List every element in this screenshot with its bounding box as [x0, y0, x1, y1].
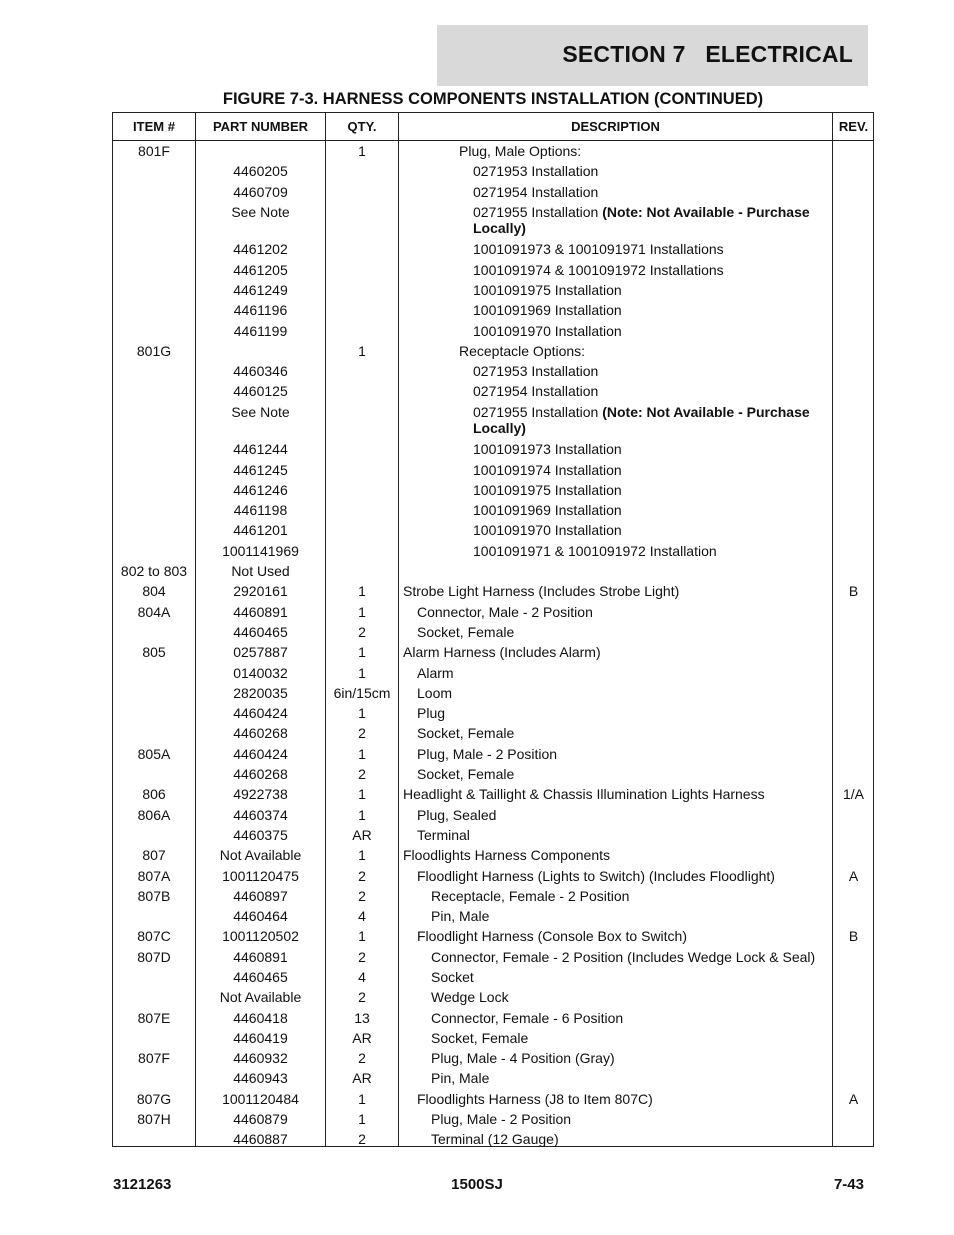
description [399, 868, 831, 884]
table-row [113, 723, 873, 743]
part-number: 4460464 [233, 908, 288, 925]
part-number: 4460943 [233, 1070, 288, 1087]
item-number: 807C [137, 928, 171, 945]
description-text: Alarm Harness (Includes Alarm) [403, 644, 601, 661]
quantity: 1 [358, 664, 366, 681]
header-rev: REV. [838, 119, 869, 134]
quantity: 6in/15cm [333, 684, 391, 701]
table-row [113, 703, 873, 723]
description [399, 184, 831, 200]
part-number: 4460418 [233, 1009, 288, 1026]
part-number: 4460375 [233, 826, 288, 843]
description-text: 0271954 Installation [473, 383, 599, 400]
description [399, 807, 831, 823]
description [399, 1091, 831, 1107]
table-row [113, 602, 873, 622]
quantity: 1 [358, 603, 366, 620]
part-number: 4460932 [233, 1050, 288, 1067]
quantity: 2 [358, 725, 366, 742]
quantity: 1 [358, 786, 366, 803]
part-number: 4461196 [233, 302, 288, 319]
description-text: Terminal (12 Gauge) [431, 1131, 559, 1148]
part-number: 4460465 [233, 968, 288, 985]
footer-document-number: 3121263 [113, 1176, 172, 1193]
part-number: 4460205 [233, 163, 288, 180]
description-text: Floodlight Harness (Lights to Switch) (Includes Floodlight) [417, 867, 775, 884]
description-text: Pin, Male [431, 908, 490, 925]
item-number: 802 to 803 [120, 563, 188, 580]
item-number: 807F [138, 1050, 170, 1067]
part-number: 1001120502 [222, 928, 299, 945]
table-row [113, 541, 873, 561]
table-row [113, 1028, 873, 1048]
item-number: 807D [137, 948, 171, 965]
table-row [113, 926, 873, 946]
description [399, 441, 831, 457]
item-number: 804 [142, 583, 166, 600]
description [399, 1111, 831, 1127]
description-text: Headlight & Taillight & Chassis Illumination Lights Harness [403, 786, 765, 803]
description-text: 1001091969 Installation [473, 302, 622, 319]
description-text: 1001091975 Installation [473, 481, 622, 498]
quantity: 4 [358, 908, 366, 925]
description-text: Pin, Male [431, 1070, 490, 1087]
table-row [113, 239, 873, 259]
description-text: 0271954 Installation [473, 183, 599, 200]
description [399, 786, 831, 802]
description [399, 989, 831, 1005]
part-number: 4460891 [233, 603, 288, 620]
part-number: 4460465 [233, 623, 288, 640]
description [399, 282, 831, 298]
table-row [113, 321, 873, 341]
part-number: Not Available [219, 847, 302, 864]
description-text: Wedge Lock [431, 989, 509, 1006]
part-number: 1001120475 [222, 867, 299, 884]
quantity: 1 [358, 1090, 366, 1107]
table-row [113, 1109, 873, 1129]
description [399, 543, 831, 559]
part-number: 4461244 [233, 441, 288, 458]
table-row [113, 866, 873, 886]
description-text: 1001091973 Installation [473, 441, 622, 458]
part-number: 4461201 [233, 522, 288, 539]
quantity: 13 [354, 1009, 370, 1026]
description-text: Strobe Light Harness (Includes Strobe Light) [403, 583, 680, 600]
section-banner [437, 25, 868, 86]
description [399, 847, 831, 863]
description-text: 0271955 Installation [473, 203, 603, 220]
quantity: 1 [358, 143, 366, 159]
table-row [113, 663, 873, 683]
description [399, 888, 831, 904]
item-number: 807G [136, 1090, 172, 1107]
item-number: 807 [142, 847, 166, 864]
table-row [113, 642, 873, 662]
description [399, 363, 831, 379]
item-number: 807B [137, 887, 171, 904]
description [399, 383, 831, 399]
description [399, 665, 831, 681]
table-row [113, 744, 873, 764]
quantity: AR [352, 1070, 372, 1087]
description [399, 746, 831, 762]
table-row [113, 381, 873, 401]
item-number: 806A [137, 806, 171, 823]
part-number: 0140032 [233, 664, 288, 681]
description [399, 522, 831, 538]
description-text: Connector, Male - 2 Position [417, 603, 593, 620]
description-text: 1001091973 & 1001091971 Installations [473, 241, 724, 258]
table-row [113, 581, 873, 601]
table-row [113, 439, 873, 459]
table-row [113, 947, 873, 967]
description [399, 404, 831, 436]
footer-model: 1500SJ [451, 1176, 503, 1193]
description-text: Plug, Male - 4 Position (Gray) [431, 1050, 615, 1067]
quantity: 1 [358, 928, 366, 945]
table-row [113, 805, 873, 825]
table-row [113, 906, 873, 926]
quantity: 1 [358, 847, 366, 864]
quantity: 2 [358, 867, 366, 884]
part-number: 4460424 [233, 705, 288, 722]
table-row [113, 987, 873, 1007]
part-number: 4461198 [233, 502, 288, 519]
description [399, 725, 831, 741]
quantity: 2 [358, 623, 366, 640]
part-number: 4460879 [233, 1111, 288, 1128]
description-text: 1001091974 Installation [473, 461, 622, 478]
table-row [113, 280, 873, 300]
part-number: 4460268 [233, 766, 288, 783]
description-text: Receptacle Options: [459, 342, 586, 359]
table-row [113, 500, 873, 520]
description-text: Socket [431, 968, 474, 985]
part-number: 4460125 [233, 383, 288, 400]
description-text: Terminal [417, 826, 470, 843]
part-number: 2920161 [233, 583, 288, 600]
description-text: Floodlights Harness (J8 to Item 807C) [417, 1090, 653, 1107]
table-row [113, 460, 873, 480]
quantity: 2 [358, 887, 366, 904]
section-title: SECTION 7 ELECTRICAL [562, 41, 853, 67]
description [399, 969, 831, 985]
description [399, 241, 831, 257]
description [399, 583, 831, 599]
description-text: 1001091971 & 1001091972 Installation [473, 542, 717, 559]
revision: A [848, 867, 859, 884]
description-text: Plug, Male Options: [459, 143, 582, 159]
item-number: 807H [137, 1111, 171, 1128]
table-body [113, 141, 873, 1150]
table-row [113, 1129, 873, 1149]
part-number: 4461246 [233, 481, 288, 498]
description-text: Socket, Female [417, 623, 515, 640]
part-number: 4460346 [233, 363, 288, 380]
description [399, 462, 831, 478]
table-row [113, 967, 873, 987]
description [399, 705, 831, 721]
description [399, 302, 831, 318]
description-text: 1001091975 Installation [473, 281, 622, 298]
table-row [113, 1008, 873, 1028]
description [399, 482, 831, 498]
quantity: 2 [358, 766, 366, 783]
part-number: 4460424 [233, 745, 288, 762]
description-text: Connector, Female - 6 Position [431, 1009, 624, 1026]
description [399, 908, 831, 924]
table-row [113, 402, 873, 440]
part-number: 2820035 [233, 684, 288, 701]
part-number: 1001141969 [222, 542, 299, 559]
table-row [113, 825, 873, 845]
part-number: 4461245 [233, 461, 288, 478]
figure-title: FIGURE 7-3. HARNESS COMPONENTS INSTALLATION (CONTINUED) [222, 90, 764, 108]
part-number: Not Available [219, 989, 302, 1006]
revision: A [848, 1090, 859, 1107]
description-text: Alarm [417, 664, 454, 681]
description [399, 928, 831, 944]
description-text: Plug [417, 705, 446, 722]
table-row [113, 561, 873, 581]
description-text: 1001091970 Installation [473, 522, 622, 539]
header-part-number: PART NUMBER [212, 119, 309, 134]
table-row [113, 141, 873, 161]
item-number: 805A [137, 745, 171, 762]
part-number: 4461202 [233, 241, 288, 258]
quantity: 2 [358, 948, 366, 965]
description-text: Loom [417, 684, 453, 701]
description [399, 685, 831, 701]
table-row [113, 341, 873, 361]
description-text: 0271953 Installation [473, 363, 599, 380]
item-number: 807E [137, 1009, 171, 1026]
description-text: Socket, Female [431, 1029, 529, 1046]
table-row [113, 1089, 873, 1109]
part-number: See Note [231, 403, 290, 420]
part-number: 4460897 [233, 887, 288, 904]
quantity: 1 [358, 745, 366, 762]
part-number: 4461249 [233, 281, 288, 298]
description [399, 262, 831, 278]
description-text: Socket, Female [417, 725, 515, 742]
part-number: 4460419 [233, 1029, 288, 1046]
part-number: 4460891 [233, 948, 288, 965]
description-text: Socket, Female [417, 766, 515, 783]
quantity: 1 [358, 342, 366, 359]
description-text: 1001091970 Installation [473, 322, 622, 339]
parts-table [112, 112, 874, 1147]
description [399, 343, 831, 359]
part-number: 4460374 [233, 806, 288, 823]
description-text: 1001091969 Installation [473, 502, 622, 519]
description-text: Floodlights Harness Components [403, 847, 610, 864]
table-row [113, 1048, 873, 1068]
table-row [113, 480, 873, 500]
description [399, 766, 831, 782]
table-row [113, 886, 873, 906]
description [399, 163, 831, 179]
table-row [113, 300, 873, 320]
item-number: 805 [142, 644, 166, 661]
description-text: Plug, Male - 2 Position [417, 745, 558, 762]
footer-page-number: 7-43 [833, 1176, 864, 1193]
quantity: 2 [358, 1050, 366, 1067]
description [399, 204, 831, 236]
quantity: 1 [358, 806, 366, 823]
quantity: 2 [358, 989, 366, 1006]
revision: 1/A [842, 786, 864, 803]
part-number: 4922738 [233, 786, 288, 803]
description [399, 949, 831, 965]
description-text: 0271953 Installation [473, 163, 599, 180]
table-row [113, 260, 873, 280]
table-row [113, 845, 873, 865]
description-text: Receptacle, Female - 2 Position [431, 887, 630, 904]
table-row [113, 182, 873, 202]
quantity: 1 [358, 644, 366, 661]
quantity: 1 [358, 1111, 366, 1128]
item-number: 801G [136, 342, 172, 359]
item-number: 801F [138, 143, 170, 159]
table-row [113, 520, 873, 540]
availability-note: (Note: Not Available - Purchase Locally) [473, 403, 810, 436]
header-item: ITEM # [133, 119, 175, 134]
description [399, 1010, 831, 1026]
quantity: 1 [358, 705, 366, 722]
item-number: 807A [137, 867, 171, 884]
description-text: Plug, Sealed [417, 806, 497, 823]
part-number: Not Used [231, 563, 290, 580]
part-number: 4460887 [233, 1131, 288, 1148]
header-description: DESCRIPTION [571, 119, 660, 134]
description [399, 644, 831, 660]
quantity: 2 [358, 1131, 366, 1148]
description [399, 604, 831, 620]
table-row [113, 683, 873, 703]
table-row [113, 161, 873, 181]
availability-note: (Note: Not Available - Purchase Locally) [473, 203, 810, 236]
table-row [113, 361, 873, 381]
part-number: 0257887 [233, 644, 288, 661]
part-number: 4461205 [233, 261, 288, 278]
description-text: Connector, Female - 2 Position (Includes Wedge Lock & Seal) [431, 948, 816, 965]
quantity: 1 [358, 583, 366, 600]
description [399, 1070, 831, 1086]
table-row [113, 202, 873, 240]
revision: B [848, 583, 859, 600]
description [399, 323, 831, 339]
description [399, 1131, 831, 1147]
description-text: 0271955 Installation [473, 403, 603, 420]
description [399, 1050, 831, 1066]
item-number: 804A [137, 603, 171, 620]
quantity: AR [352, 826, 372, 843]
item-number: 806 [142, 786, 166, 803]
description-text: 1001091974 & 1001091972 Installations [473, 261, 724, 278]
table-row [113, 622, 873, 642]
part-number: 1001120484 [222, 1090, 299, 1107]
table-row [113, 1068, 873, 1088]
description [399, 502, 831, 518]
description [399, 827, 831, 843]
part-number: 4460709 [233, 183, 288, 200]
quantity: 4 [358, 968, 366, 985]
header-qty: QTY. [347, 119, 377, 134]
description [399, 143, 831, 159]
description [399, 624, 831, 640]
description-text: Plug, Male - 2 Position [431, 1111, 572, 1128]
part-number: See Note [231, 203, 290, 220]
description-text: Floodlight Harness (Console Box to Switch) [417, 928, 688, 945]
table-row [113, 764, 873, 784]
description [399, 1030, 831, 1046]
part-number: 4460268 [233, 725, 288, 742]
part-number: 4461199 [233, 322, 288, 339]
revision: B [848, 928, 859, 945]
table-row [113, 784, 873, 804]
quantity: AR [352, 1029, 372, 1046]
